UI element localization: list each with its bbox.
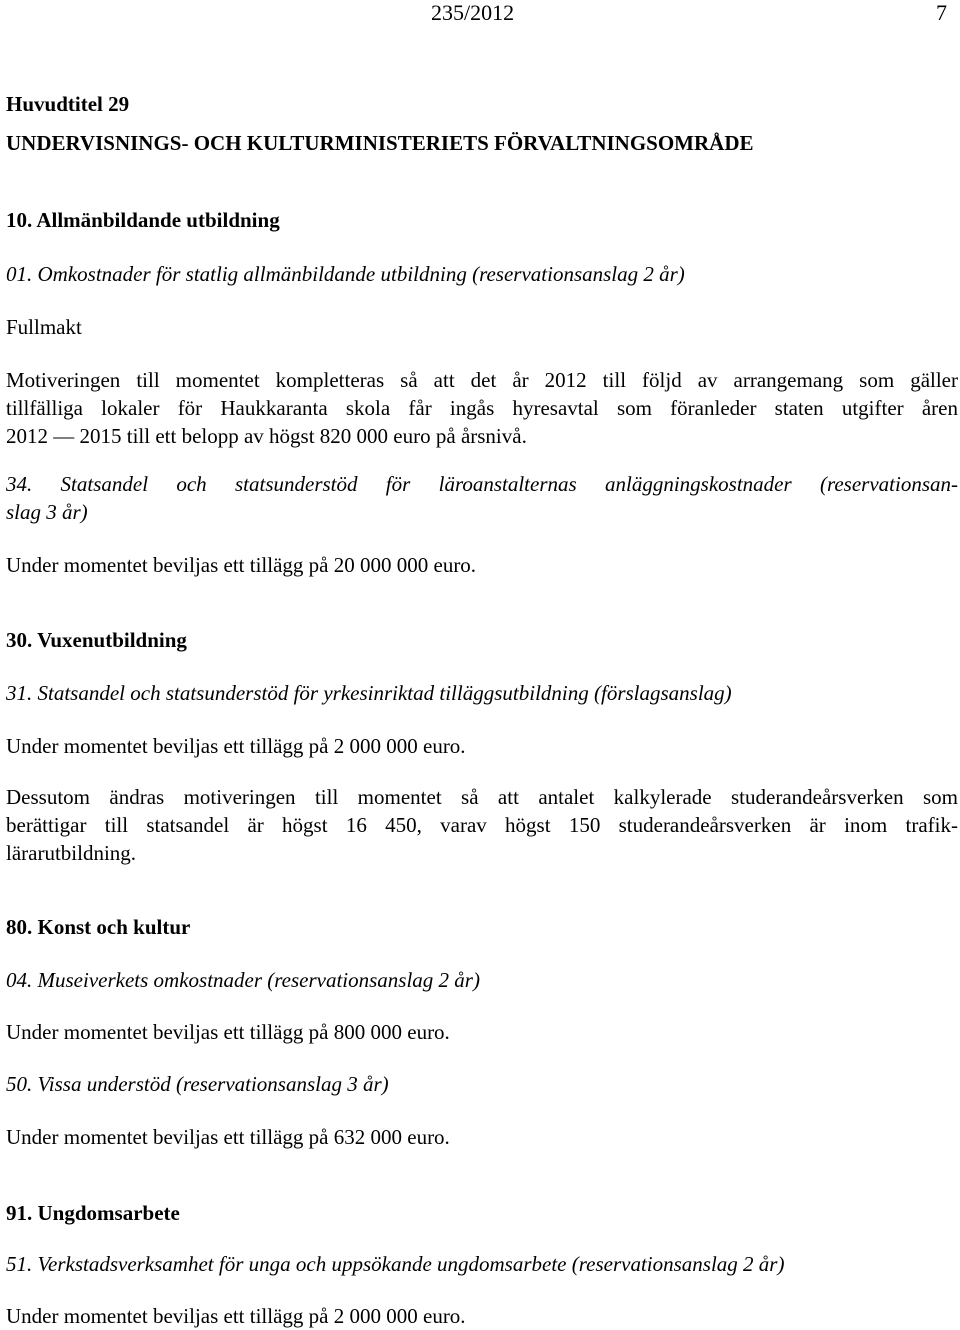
item-01-title: 01. Omkostnader för statlig allmänbildande utbildning (reservationsanslag 2 år) (6, 262, 685, 286)
section-heading-30: 30. Vuxenutbildning (6, 628, 187, 652)
section-heading-10: 10. Allmänbildande utbildning (6, 208, 280, 232)
item-31-text: Under momentet beviljas ett tillägg på 2 000 000 euro. (6, 734, 466, 758)
vuxen-paragraph (6, 783, 958, 867)
item-31-title: 31. Statsandel och statsunderstöd för yrkesinriktad tilläggsutbildning (förslagsanslag) (6, 681, 732, 705)
item-34-title (6, 470, 958, 526)
fullmakt-paragraph (6, 366, 958, 450)
item-50-text: Under momentet beviljas ett tillägg på 632 000 euro. (6, 1125, 450, 1149)
item-51-text: Under momentet beviljas ett tillägg på 2 000 000 euro. (6, 1304, 466, 1328)
item-50-title: 50. Vissa understöd (reservationsanslag 3 år) (6, 1072, 389, 1096)
ministry-title: UNDERVISNINGS- OCH KULTURMINISTERIETS FÖRVALTNINGSOMRÅDE (6, 131, 754, 155)
section-heading-80: 80. Konst och kultur (6, 915, 191, 939)
item-34-title-line: 34. Statsandel och statsunderstöd för läroanstalternas anläggningskostnader (reservationsan- (6, 472, 958, 496)
section-heading-91: 91. Ungdomsarbete (6, 1201, 180, 1225)
paragraph-line: Motiveringen till momentet kompletteras så att det år 2012 till följd av arrangemang som gäller (6, 368, 958, 392)
paragraph-line: 2012 — 2015 till ett belopp av högst 820 000 euro på årsnivå. (6, 424, 527, 448)
paragraph-line: berättigar till statsandel är högst 16 450, varav högst 150 studerandeårsverken är inom trafik- (6, 813, 958, 837)
paragraph-line: tillfälliga lokaler för Haukkaranta skola får ingås hyresavtal som föranleder staten utgifter åren (6, 396, 958, 420)
paragraph-line: lärarutbildning. (6, 841, 137, 865)
paragraph-line: Dessutom ändras motiveringen till momentet så att antalet kalkylerade studerandeårsverken som (6, 785, 958, 809)
document-number: 235/2012 (431, 0, 515, 25)
item-04-text: Under momentet beviljas ett tillägg på 800 000 euro. (6, 1020, 450, 1044)
item-34-title-line: slag 3 år) (6, 500, 88, 524)
item-04-title: 04. Museiverkets omkostnader (reservationsanslag 2 år) (6, 968, 480, 992)
item-34-text: Under momentet beviljas ett tillägg på 20 000 000 euro. (6, 553, 477, 577)
item-51-title: 51. Verkstadsverksamhet för unga och uppsökande ungdomsarbete (reservationsanslag 2 år) (6, 1252, 785, 1276)
main-title: Huvudtitel 29 (6, 92, 130, 116)
fullmakt-label: Fullmakt (6, 315, 82, 339)
page-number: 7 (936, 0, 947, 25)
